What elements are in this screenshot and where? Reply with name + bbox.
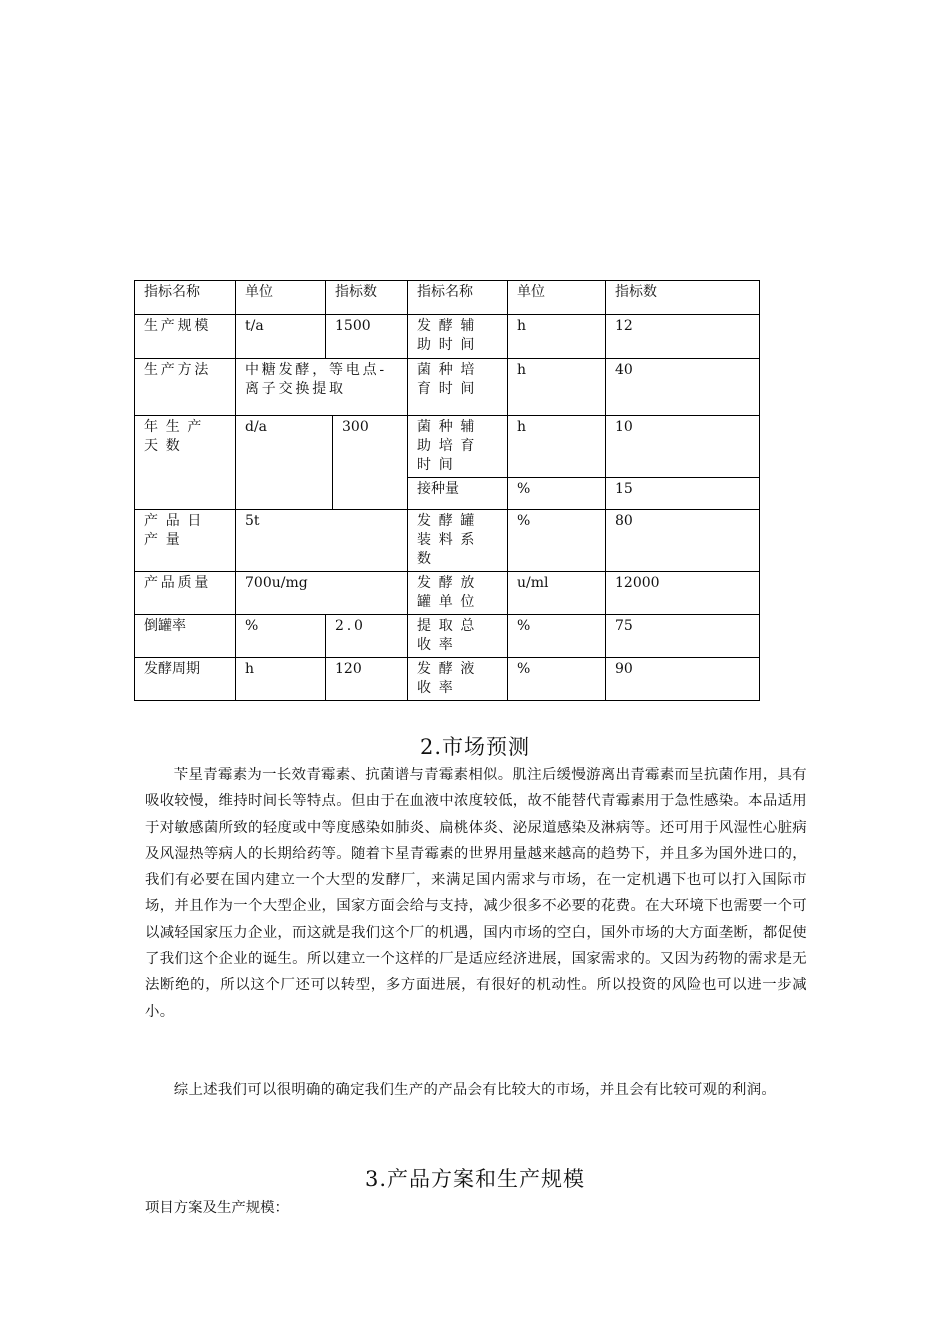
table-row	[135, 315, 760, 359]
table-cell: 菌种辅助培育时间	[408, 416, 508, 478]
header-cell: 单位	[236, 281, 326, 315]
header-cell: 单位	[508, 281, 606, 315]
section-3-title: 3.产品方案和生产规模	[364, 1167, 586, 1191]
table-cell: 菌种培育时间	[408, 359, 508, 416]
table-cell: 倒罐率	[135, 615, 236, 658]
table-cell: h	[508, 315, 606, 359]
table-cell: 10	[606, 416, 760, 478]
table-cell: 生产方法	[135, 359, 236, 416]
table-cell: 生产规模	[135, 315, 236, 359]
table-cell: 12	[606, 315, 760, 359]
table-cell: 15	[606, 478, 760, 510]
table-cell: 提取总收率	[408, 615, 508, 658]
table-cell: u/ml	[508, 572, 606, 615]
table-row	[135, 359, 760, 416]
table-cell: t/a	[236, 315, 326, 359]
table-cell: %	[508, 615, 606, 658]
table-cell: 发酵罐装料系数	[408, 510, 508, 572]
table-cell: %	[508, 510, 606, 572]
table-cell: 产品质量	[135, 572, 236, 615]
table-row	[135, 510, 760, 572]
header-cell: 指标数	[326, 281, 408, 315]
header-cell: 指标名称	[135, 281, 236, 315]
header-cell: 指标数	[606, 281, 760, 315]
table-row	[135, 572, 760, 615]
table-cell: %	[236, 615, 326, 658]
table-cell: %	[508, 658, 606, 701]
section-2-title: 2.市场预测	[419, 735, 531, 759]
section-2-paragraph-2: 综上述我们可以很明确的确定我们生产的产品会有比较大的市场，并且会有比较可观的利润。	[173, 1082, 777, 1098]
table-row	[135, 615, 760, 658]
section-3-label: 项目方案及生产规模：	[145, 1200, 289, 1216]
table-cell: 75	[606, 615, 760, 658]
table-cell: 发酵液收率	[408, 658, 508, 701]
table-cell: 80	[606, 510, 760, 572]
table-cell: h	[236, 658, 326, 701]
table-cell: 产品日产量	[135, 510, 236, 572]
table-cell: 700u/mg	[236, 572, 408, 615]
table-cell: 接种量	[408, 478, 508, 510]
table-cell: 发酵辅助时间	[408, 315, 508, 359]
table-cell: 12000	[606, 572, 760, 615]
table-cell: d/a	[236, 416, 333, 510]
table-cell: 2.0	[326, 615, 408, 658]
spec-table	[134, 280, 760, 701]
table-cell: 1500	[326, 315, 408, 359]
table-cell: 中糖发酵，等电点-离子交换提取	[236, 359, 408, 416]
table-cell: 年生产天数	[135, 416, 236, 510]
table-cell: 5t	[236, 510, 408, 572]
table-row	[135, 658, 760, 701]
table-row	[135, 416, 760, 478]
table-cell: 发酵周期	[135, 658, 236, 701]
section-2-paragraph-1: 苄星青霉素为一长效青霉素、抗菌谱与青霉素相似。肌注后缓慢游离出青霉素而呈抗菌作用，具有吸收较慢，维持时间长等特点。但由于在血液中浓度较低，故不能替代青霉素用于急性感染。本品适用于对敏感菌所致的轻度或中等度感染如肺炎、扁桃体炎、泌尿道感染及淋病等。还可用于风湿性心脏病及风湿热等病人的长期给药等。随着卞星青霉素的世界用量越来越高的趋势下，并且多为国外进口的，我们有必要在国内建立一个大型的发酵厂，来满足国内需求与市场，在一定机遇下也可以打入国际市场，并且作为一个大型企业，国家方面会给与支持，减少很多不必要的花费。在大环境下也需要一个可以减轻国家压力企业，而这就是我们这个厂的机遇，国内市场的空白，国外市场的大方面垄断，都促使了我们这个企业的诞生。所以建立一个这样的厂是适应经济进展，国家需求的。又因为药物的需求是无法断绝的，所以这个厂还可以转型，多方面进展，有很好的机动性。所以投资的风险也可以进一步减小。	[145, 767, 807, 1020]
table-cell: h	[508, 359, 606, 416]
table-cell: %	[508, 478, 606, 510]
table-cell: 120	[326, 658, 408, 701]
table-cell: h	[508, 416, 606, 478]
table-cell: 300	[333, 416, 408, 510]
table-cell: 40	[606, 359, 760, 416]
table-header-row	[135, 281, 760, 315]
table-cell: 发酵放罐单位	[408, 572, 508, 615]
header-cell: 指标名称	[408, 281, 508, 315]
table-cell: 90	[606, 658, 760, 701]
